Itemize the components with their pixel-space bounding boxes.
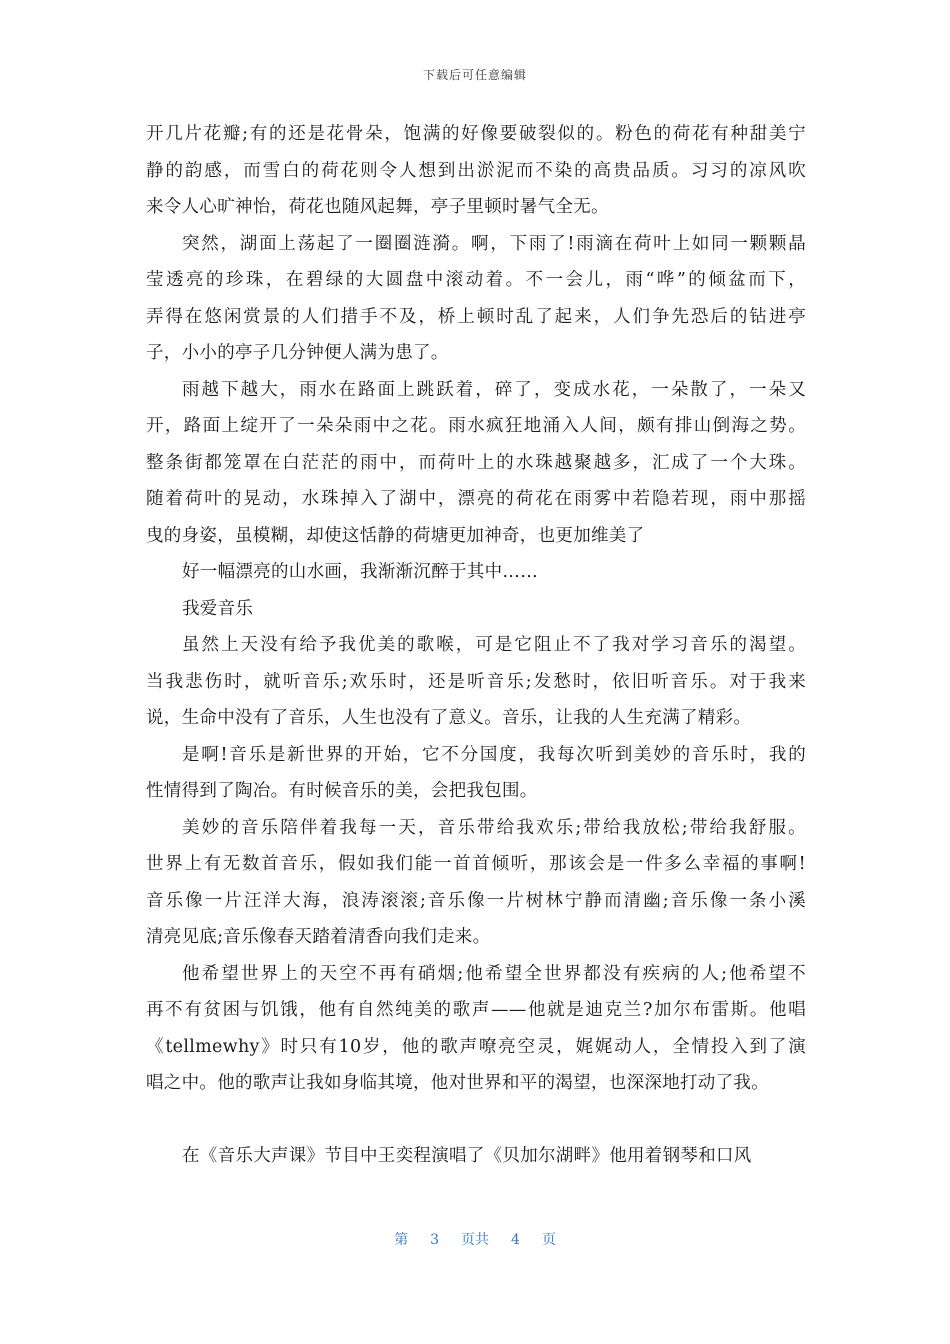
text-line: 曳的身姿，虽模糊，却使这恬静的荷塘更加神奇，也更加维美了 xyxy=(146,525,645,546)
text-line: 开几片花瓣;有的还是花骨朵，饱满的好像要破裂似的。粉色的荷花有种甜美宁 xyxy=(146,124,806,144)
text-line: 他希望世界上的天空不再有硝烟;他希望全世界都没有疾病的人;他希望不 xyxy=(182,963,806,984)
text-line: 《tellmewhy》时只有10岁，他的歌声嘹亮空灵，娓娓动人，全情投入到了演 xyxy=(146,1036,806,1057)
paragraph xyxy=(146,372,806,555)
text-line: 我爱音乐 xyxy=(182,598,254,619)
current-page-number: 3 xyxy=(430,1232,439,1248)
text-line: 性情得到了陶冶。有时候音乐的美，会把我包围。 xyxy=(146,781,538,801)
total-pages-number: 4 xyxy=(511,1232,520,1248)
page-label: 第 xyxy=(394,1232,409,1248)
text-line: 在《音乐大声课》节目中王奕程演唱了《贝加尔湖畔》他用着钢琴和口风 xyxy=(182,1145,752,1166)
paragraph xyxy=(146,810,806,956)
text-line: 弄得在悠闲赏景的人们措手不及，桥上顿时乱了起来，人们争先恐后的钻进亭 xyxy=(146,306,806,327)
text-line: 唱之中。他的歌声让我如身临其境，他对世界和平的渴望，也深深地打动了我。 xyxy=(146,1073,769,1093)
text-line: 世界上有无数首音乐，假如我们能一首首倾听，那该会是一件多么幸福的事啊! xyxy=(146,854,806,874)
text-line: 音乐像一片汪洋大海，浪涛滚滚;音乐像一片树林宁静而清幽;音乐像一条小溪 xyxy=(146,890,806,911)
section-title xyxy=(146,591,806,628)
paragraph xyxy=(146,737,806,810)
paragraph xyxy=(146,554,806,591)
page-of-label: 页共 xyxy=(461,1232,489,1248)
paragraph-gap xyxy=(146,1102,806,1138)
text-line: 再不有贫困与饥饿，他有自然纯美的歌声——他就是迪克兰?加尔布雷斯。他唱 xyxy=(146,1000,806,1020)
text-line: 是啊!音乐是新世界的开始，它不分国度，我每次听到美妙的音乐时，我的 xyxy=(182,744,806,765)
text-line: 当我悲伤时，就听音乐;欢乐时，还是听音乐;发愁时，依旧听音乐。对于我来 xyxy=(146,671,806,692)
text-line: 雨越下越大，雨水在路面上跳跃着，碎了，变成水花，一朵散了，一朵又 xyxy=(182,379,806,400)
page-header: 下载后可任意编辑 xyxy=(422,68,527,82)
text-line: 说，生命中没有了音乐，人生也没有了意义。音乐，让我的人生充满了精彩。 xyxy=(146,708,752,728)
paragraph xyxy=(146,627,806,737)
page-end-label: 页 xyxy=(541,1232,556,1248)
text-line: 开，路面上绽开了一朵朵雨中之花。雨水疯狂地涌入人间，颇有排山倒海之势。 xyxy=(146,416,806,436)
text-line: 莹透亮的珍珠，在碧绿的大圆盘中滚动着。不一会儿，雨“哗”的倾盆而下， xyxy=(146,270,806,290)
text-line: 随着荷叶的晃动，水珠掉入了湖中，漂亮的荷花在雨雾中若隐若现，雨中那摇 xyxy=(146,489,806,509)
paragraph xyxy=(146,226,806,372)
document-body xyxy=(146,116,806,1174)
text-line: 整条街都笼罩在白茫茫的雨中，而荷叶上的水珠越聚越多，汇成了一个大珠。 xyxy=(146,452,806,473)
text-line: 美妙的音乐陪伴着我每一天，音乐带给我欢乐;带给我放松;带给我舒服。 xyxy=(182,817,806,838)
text-line: 子，小小的亭子几分钟便人满为患了。 xyxy=(146,343,449,363)
paragraph xyxy=(146,956,806,1102)
text-line: 好一幅漂亮的山水画，我渐渐沉醉于其中…… xyxy=(182,562,538,582)
text-line: 静的韵感，而雪白的荷花则令人想到出淤泥而不染的高贵品质。习习的凉风吹 xyxy=(146,160,806,181)
paragraph xyxy=(146,1138,806,1175)
page-number xyxy=(0,1229,950,1249)
text-line: 清亮见底;音乐像春天踏着清香向我们走来。 xyxy=(146,927,491,947)
text-line: 虽然上天没有给予我优美的歌喉，可是它阻止不了我对学习音乐的渴望。 xyxy=(182,635,806,655)
text-line: 突然，湖面上荡起了一圈圈涟漪。啊，下雨了!雨滴在荷叶上如同一颗颗晶 xyxy=(182,233,806,254)
text-line: 来令人心旷神怡，荷花也随风起舞，亭子里顿时暑气全无。 xyxy=(146,197,609,217)
paragraph xyxy=(146,116,806,226)
